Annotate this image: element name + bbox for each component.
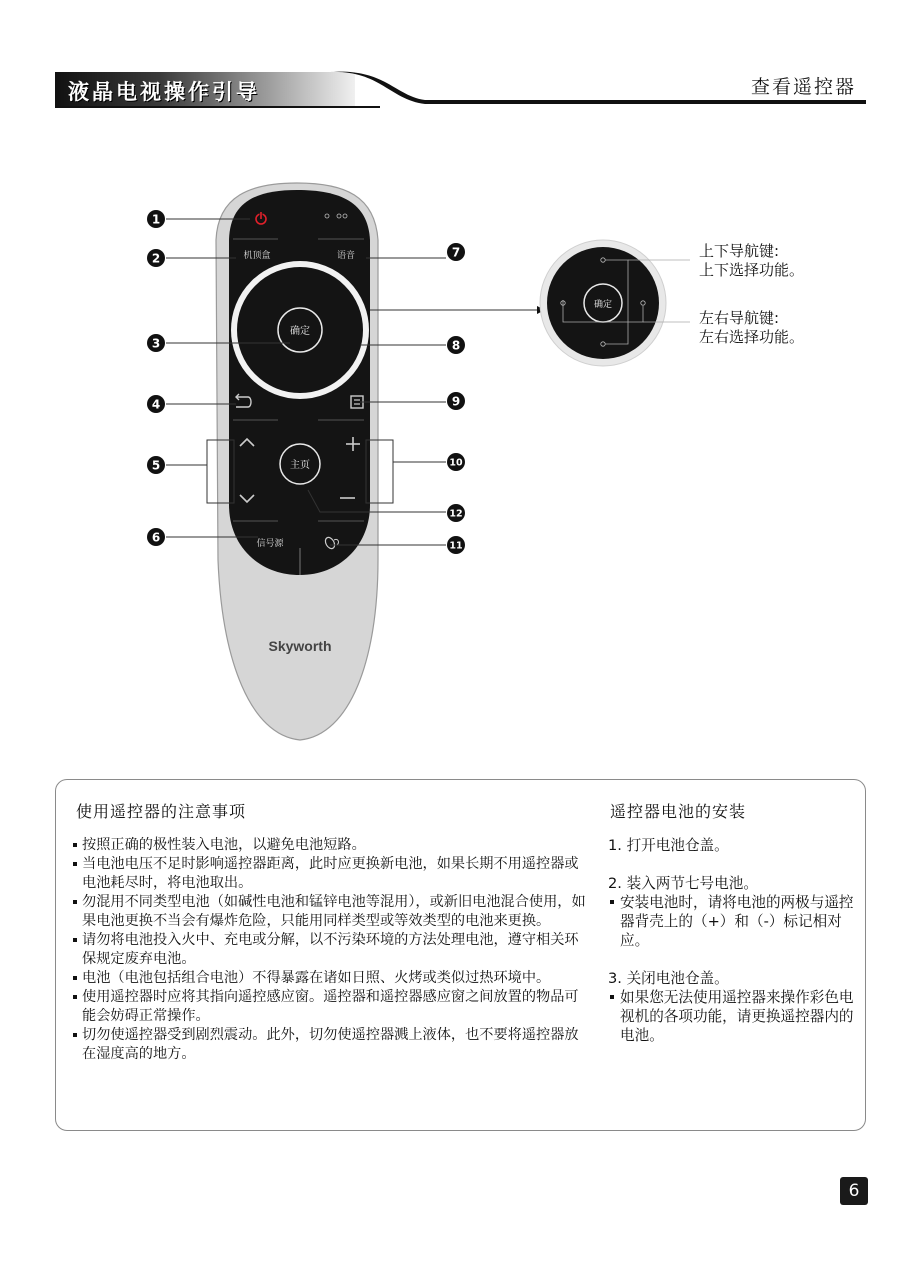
svg-text:6: 6 — [151, 530, 161, 545]
callout-7 — [447, 243, 465, 261]
callout-10 — [447, 453, 465, 471]
callout-6 — [147, 528, 165, 546]
install-step-3: 3. 关闭电池仓盖。 — [608, 970, 729, 987]
up-down-key-function: 上下选择功能。 — [699, 261, 805, 279]
callout-2 — [147, 249, 165, 267]
callout-8 — [447, 336, 465, 354]
callout-9 — [447, 392, 465, 410]
notes-title: 使用遥控器的注意事项 — [76, 802, 247, 821]
svg-text:12: 12 — [449, 508, 463, 520]
svg-text:9: 9 — [451, 394, 461, 409]
svg-text:4: 4 — [151, 397, 161, 412]
note-item: 使用遥控器时应将其指向遥控感应窗。遥控器和遥控器感应窗之间放置的物品可能会妨碍正常操作。 — [72, 988, 592, 1026]
svg-text:1: 1 — [151, 212, 161, 227]
voice-key-label: 语音 — [336, 251, 356, 261]
install-title: 遥控器电池的安装 — [610, 802, 747, 821]
note-item: 勿混用不同类型电池（如碱性电池和锰锌电池等混用），或新旧电池混合使用，如果电池更换不当会有爆炸危险，只能用同样类型或等效类型的电池来更换。 — [72, 893, 592, 931]
install-step-3-note: 如果您无法使用遥控器来操作彩色电视机的各项功能，请更换遥控器内的电池。 — [608, 988, 858, 1045]
page-number: 6 — [840, 1177, 868, 1205]
up-down-key-description — [699, 242, 804, 280]
svg-text:5: 5 — [151, 458, 161, 473]
nav-detail-ok-label: 确定 — [593, 300, 613, 310]
svg-text:10: 10 — [449, 457, 463, 469]
callout-11 — [447, 536, 465, 554]
note-item: 当电池电压不足时影响遥控器距离，此时应更换新电池，如果长期不用遥控器或电池耗尽时，将电池取出。 — [72, 855, 592, 893]
svg-text:11: 11 — [449, 540, 463, 552]
nav-detail-zoom — [540, 240, 690, 366]
svg-text:2: 2 — [151, 251, 161, 266]
set-top-box-key-label: 机顶盒 — [243, 251, 271, 261]
note-item: 切勿使遥控器受到剧烈震动。此外，切勿使遥控器溅上液体，也不要将遥控器放在湿度高的地方。 — [72, 1026, 592, 1064]
source-key-label: 信号源 — [256, 539, 284, 549]
callout-5 — [147, 456, 165, 474]
note-item: 电池（电池包括组合电池）不得暴露在诸如日照、火烤或类似过热环境中。 — [72, 969, 592, 988]
notes-list — [72, 836, 592, 1064]
note-item: 请勿将电池投入火中、充电或分解，以不污染环境的方法处理电池，遵守相关环保规定废弃电池。 — [72, 931, 592, 969]
install-step-1: 1. 打开电池仓盖。 — [608, 837, 729, 854]
callout-3 — [147, 334, 165, 352]
left-right-key-description — [699, 309, 804, 347]
brand-logo: Skyworth — [268, 638, 332, 654]
section-title: 查看遥控器 — [750, 76, 856, 98]
left-right-key-title: 左右导航键: — [699, 309, 780, 327]
svg-text:3: 3 — [151, 336, 161, 351]
note-item: 按照正确的极性装入电池，以避免电池短路。 — [72, 836, 592, 855]
callout-4 — [147, 395, 165, 413]
ok-key-label: 确定 — [290, 326, 310, 337]
install-steps — [608, 836, 858, 1045]
callout-1 — [147, 210, 165, 228]
left-right-key-function: 左右选择功能。 — [699, 328, 805, 346]
header-title: 液晶电视操作引导 — [68, 80, 260, 104]
header-swoosh — [330, 72, 866, 104]
svg-text:8: 8 — [451, 338, 461, 353]
install-step-2: 2. 装入两节七号电池。 — [608, 875, 758, 892]
install-step-2-note: 安装电池时，请将电池的两极与遥控器背壳上的（+）和（-）标记相对应。 — [608, 893, 858, 950]
home-key-label: 主页 — [290, 460, 310, 471]
up-down-key-title: 上下导航键: — [699, 242, 780, 260]
svg-text:7: 7 — [451, 245, 461, 260]
callout-12 — [447, 504, 465, 522]
